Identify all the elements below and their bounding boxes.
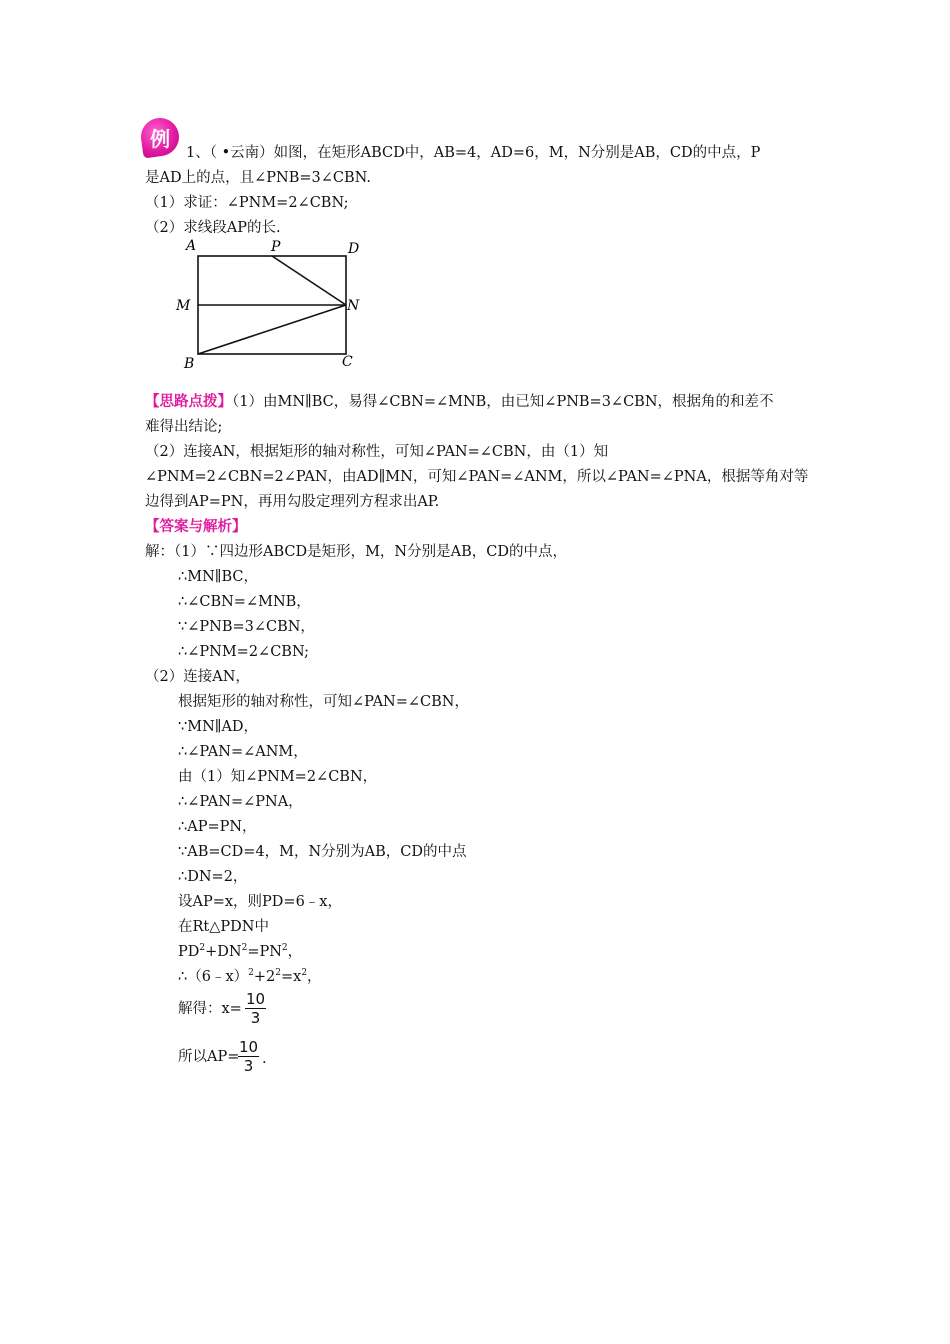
answer-line: （2）连接AN， bbox=[145, 669, 250, 685]
hint-line-1: 【思路点拨】（1）由MN∥BC，易得∠CBN=∠MNB，由已知∠PNB=3∠CBN，根据角的和差不 bbox=[145, 393, 774, 410]
label-c: C bbox=[342, 354, 353, 370]
solve-fraction: $\frac{10}{3}$ bbox=[246, 990, 266, 1027]
hint-line-3: （2）连接AN，根据矩形的轴对称性，可知∠PAN=∠CBN，由（1）知 bbox=[145, 444, 609, 460]
answer-line: ∵MN∥AD， bbox=[178, 719, 259, 735]
answer-line: ∴∠PAN=∠PNA， bbox=[178, 794, 303, 810]
label-p: P bbox=[271, 239, 281, 255]
answer-line: ∵∠PNB=3∠CBN， bbox=[178, 619, 315, 635]
result-period: . bbox=[262, 1051, 267, 1067]
label-d: D bbox=[348, 241, 360, 257]
hint-heading: 【思路点拨】 bbox=[145, 393, 232, 410]
answer-line: 由（1）知∠PNM=2∠CBN， bbox=[178, 769, 378, 785]
answer-line: 在Rt△PDN中 bbox=[178, 919, 269, 935]
example-badge: 例 bbox=[139, 116, 182, 159]
label-m: M bbox=[176, 298, 191, 314]
hint-line-2: 难得出结论; bbox=[145, 419, 223, 435]
label-n: N bbox=[347, 298, 360, 314]
answer-line: ∴∠CBN=∠MNB， bbox=[178, 594, 311, 610]
answer-line: ∴∠PAN=∠ANM， bbox=[178, 744, 308, 760]
question-1: （1）求证：∠PNM=2∠CBN; bbox=[145, 195, 349, 211]
answer-line: 设AP=x，则PD=6﹣x， bbox=[178, 894, 342, 910]
solve-label: 解得：x= bbox=[178, 1001, 242, 1017]
result-label: 所以AP= bbox=[178, 1049, 240, 1065]
answer-line: ∴AP=PN， bbox=[178, 819, 257, 835]
label-b: B bbox=[184, 356, 195, 372]
answer-line: ∴DN=2， bbox=[178, 869, 248, 885]
answer-line: ∴MN∥BC， bbox=[178, 569, 258, 585]
geometry-figure bbox=[170, 236, 370, 374]
hint-line-4: ∠PNM=2∠CBN=2∠PAN，由AD∥MN，可知∠PAN=∠ANM，所以∠PAN=∠PNA，根据等角对等 bbox=[145, 469, 809, 485]
answer-line: ∵AB=CD=4，M，N分别为AB，CD的中点 bbox=[178, 844, 467, 860]
label-a: A bbox=[186, 238, 197, 254]
answer-line: 根据矩形的轴对称性，可知∠PAN=∠CBN， bbox=[178, 694, 469, 710]
answer-heading: 【答案与解析】 bbox=[145, 518, 247, 535]
problem-line-1: 1、（ •云南）如图，在矩形ABCD中，AB=4，AD=6，M，N分别是AB，CD的中点，P bbox=[186, 145, 761, 161]
segment-bn bbox=[198, 305, 346, 354]
segment-pn bbox=[272, 256, 346, 305]
hint-line-5: 边得到AP=PN，再用勾股定理列方程求出AP. bbox=[145, 494, 440, 510]
answer-line: 解：（1）∵四边形ABCD是矩形，M，N分别是AB，CD的中点， bbox=[145, 544, 567, 560]
pythagoras-equation: $PD^2+DN^2=PN^2$， bbox=[178, 943, 303, 960]
result-fraction: $\frac{10}{3}$ bbox=[239, 1038, 259, 1075]
answer-line: ∴∠PNM=2∠CBN; bbox=[178, 644, 309, 660]
question-2: （2）求线段AP的长. bbox=[145, 220, 281, 236]
substituted-equation: $\therefore(6﹣x)^2+2^2=x^2$， bbox=[178, 968, 322, 985]
problem-line-2: 是AD上的点，且∠PNB=3∠CBN. bbox=[145, 170, 371, 186]
